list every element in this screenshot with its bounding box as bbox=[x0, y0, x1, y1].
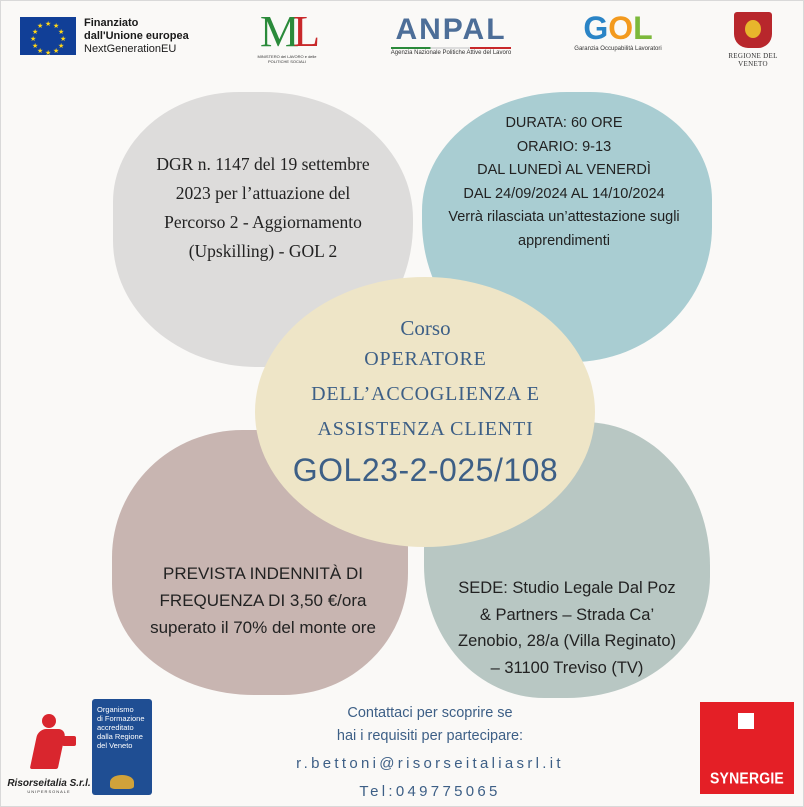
ministry-mark: ML bbox=[259, 7, 314, 56]
dgr-info bbox=[118, 150, 408, 266]
dgr-line: (Upskilling) - GOL 2 bbox=[188, 241, 338, 261]
synergie-logo bbox=[700, 702, 794, 794]
ministry-logo bbox=[248, 7, 326, 66]
course-code: GOL23-2-025/108 bbox=[292, 452, 559, 488]
eu-funding-logo bbox=[20, 14, 195, 58]
anpal-flag-bar bbox=[391, 47, 511, 49]
venue-line: – 31100 Treviso (TV) bbox=[490, 658, 644, 677]
course-title-line: OPERATORE bbox=[364, 348, 487, 370]
lion-icon bbox=[110, 775, 134, 789]
organismo-line: dalla Regione bbox=[97, 732, 143, 741]
risorseitalia-logo bbox=[6, 712, 92, 802]
eu-line3: NextGenerationEU bbox=[84, 42, 177, 55]
venue-info bbox=[428, 575, 706, 681]
synergie-word: SYNERGIE bbox=[710, 768, 784, 788]
venue-line: SEDE: Studio Legale Dal Poz bbox=[458, 579, 676, 597]
eu-flag-icon: ★ ★ ★ ★ ★ ★ ★ ★ ★ ★ ★ ★ bbox=[20, 17, 76, 55]
anpal-logo bbox=[386, 14, 516, 60]
veneto-caption: REGIONE DEL VENETO bbox=[728, 52, 778, 68]
schedule-line: DAL LUNEDÌ AL VENERDÌ bbox=[477, 162, 651, 178]
organismo-line: Organismo bbox=[97, 705, 134, 714]
allowance-line: superato il 70% del monte ore bbox=[150, 618, 376, 637]
anpal-caption: Agenzia Nazionale Politiche Attive del Lavoro bbox=[390, 50, 512, 56]
white-square-icon bbox=[738, 713, 754, 729]
gol-caption: Garanzia Occupabilità Lavoratori bbox=[574, 46, 662, 52]
contact-line: hai i requisiti per partecipare: bbox=[336, 728, 524, 744]
course-label: Corso bbox=[400, 316, 451, 340]
allowance-line: FREQUENZA DI 3,50 €/ora bbox=[159, 591, 367, 610]
schedule-info bbox=[424, 112, 704, 253]
anpal-word: ANPAL bbox=[395, 13, 507, 46]
schedule-line: ORARIO: 9-13 bbox=[516, 138, 612, 155]
dgr-line: 2023 per l’attuazione del bbox=[175, 183, 351, 203]
organismo-line: del Veneto bbox=[97, 741, 133, 750]
course-title-block bbox=[258, 314, 593, 493]
organismo-accreditato-logo bbox=[92, 699, 152, 795]
organismo-line: accreditato bbox=[97, 723, 134, 732]
venue-line: & Partners – Strada Ca’ bbox=[479, 605, 655, 624]
regione-veneto-logo bbox=[720, 12, 786, 70]
schedule-line: DAL 24/09/2024 AL 14/10/2024 bbox=[463, 185, 665, 202]
dgr-line: Percorso 2 - Aggiornamento bbox=[164, 212, 362, 232]
risorseitalia-name: Risorseitalia S.r.l. bbox=[7, 778, 91, 789]
allowance-info bbox=[118, 560, 408, 641]
lion-crest-icon bbox=[734, 12, 772, 48]
contact-block bbox=[230, 702, 630, 804]
gol-word: GOL bbox=[583, 10, 653, 46]
course-title-line: DELL’ACCOGLIENZA E bbox=[311, 383, 540, 405]
venue-line: Zenobio, 28/a (Villa Reginato) bbox=[458, 632, 676, 650]
dgr-line: DGR n. 1147 del 19 settembre bbox=[156, 154, 370, 174]
eu-line1: Finanziato bbox=[84, 16, 139, 29]
eu-line2: dall'Unione europea bbox=[84, 29, 189, 42]
contact-phone-link[interactable]: Tel:049775065 bbox=[359, 783, 501, 800]
allowance-line: PREVISTA INDENNITÀ DI bbox=[163, 564, 363, 583]
course-title-line: ASSISTENZA CLIENTI bbox=[317, 418, 534, 440]
schedule-line: apprendimenti bbox=[518, 232, 610, 249]
contact-email-link[interactable]: r.bettoni@risorseitaliasrl.it bbox=[296, 755, 564, 772]
schedule-line: DURATA: 60 ORE bbox=[505, 115, 623, 131]
ministry-caption: MINISTERO del LAVORO e delle POLITICHE SOCIALI bbox=[257, 54, 317, 64]
contact-line: Contattaci per scoprire se bbox=[347, 705, 513, 721]
organismo-line: di Formazione bbox=[97, 714, 145, 723]
schedule-line: Verrà rilasciata un’attestazione sugli bbox=[448, 209, 680, 225]
running-man-icon bbox=[20, 712, 78, 778]
risorseitalia-sub: UNIPERSONALE bbox=[27, 789, 71, 794]
gol-logo bbox=[572, 10, 664, 62]
